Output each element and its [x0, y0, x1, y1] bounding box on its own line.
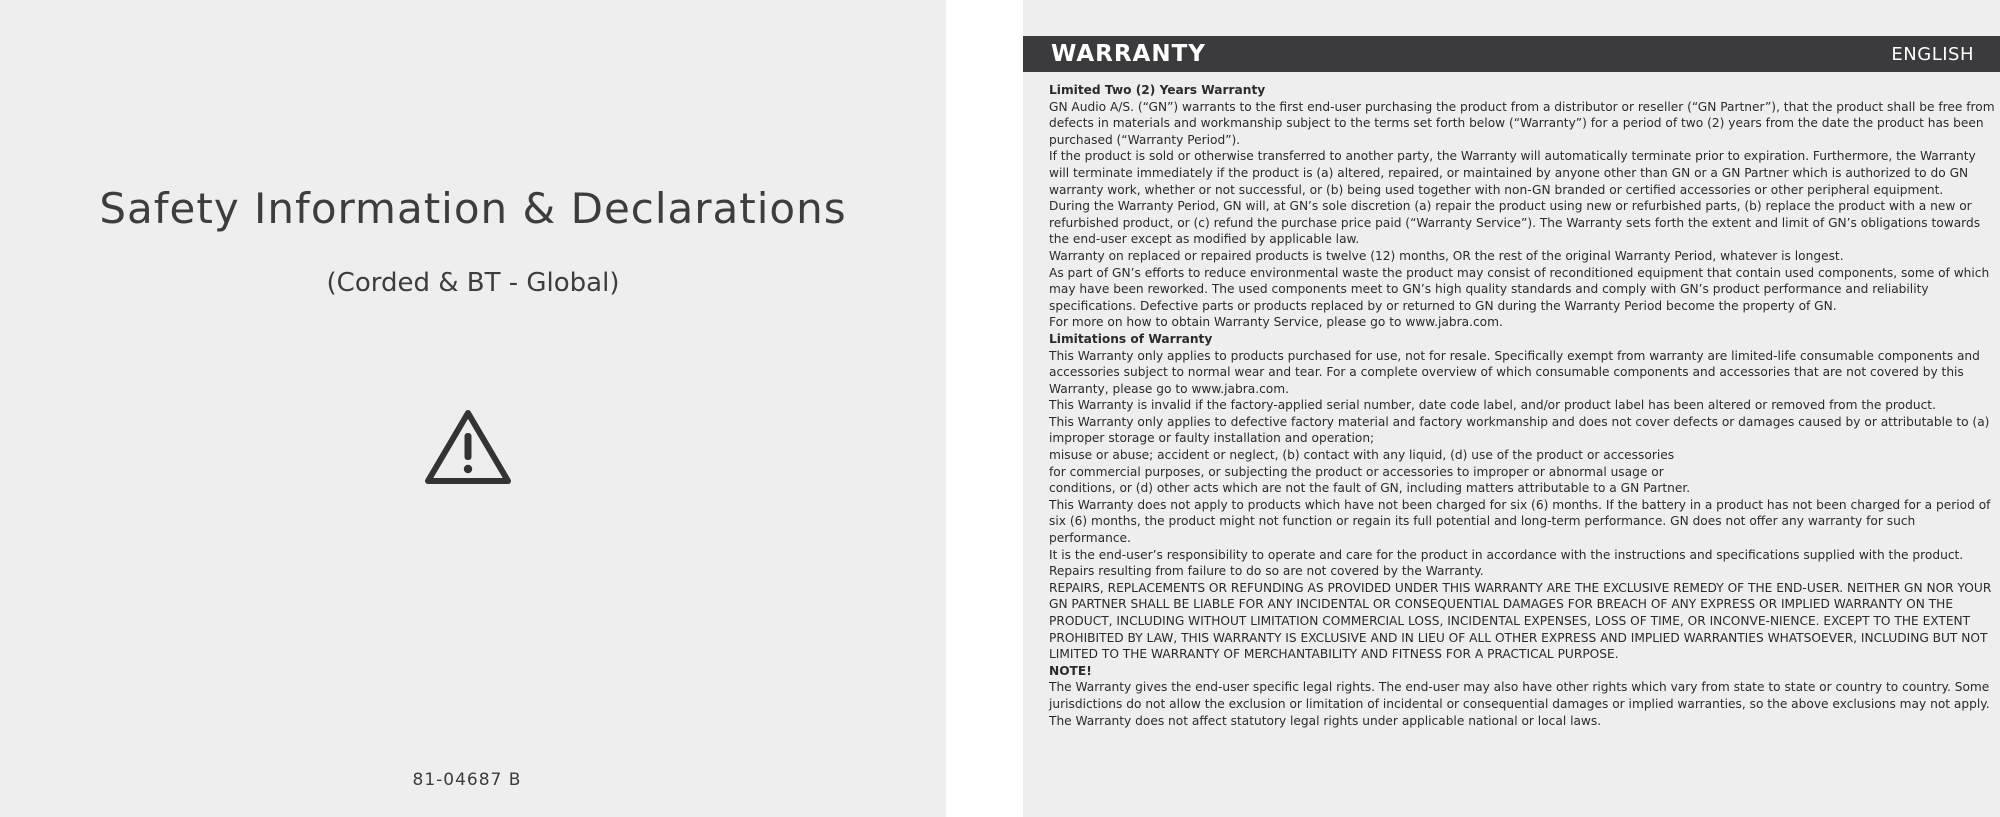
warranty-paragraph: Repairs resulting from failure to do so are not covered by the Warranty.: [1049, 564, 1484, 579]
warranty-paragraph: For more on how to obtain Warranty Service, please go to www.jabra.com.: [1049, 315, 1503, 330]
section-heading: Limited Two (2) Years Warranty: [1049, 83, 1266, 97]
warranty-paragraph: This Warranty does not apply to products which have not been charged for six (6) months. If the battery in a product has not been charged for a period of six (6) months, the product might not function or regain its full potential and long-term performance. GN does not offer any warranty for such performance.: [1049, 497, 1991, 546]
warranty-paragraph: As part of GN’s efforts to reduce environmental waste the product may consist of reconditioned equipment that contain used components, some of which may have been reworked. The used components meet to GN’s high quality standards and comply with GN’s product performance and reliability specifications. Defective parts or products replaced by or returned to GN during the Warranty Period become the property of GN.: [1049, 265, 1990, 313]
cover-subtitle: (Corded & BT - Global): [326, 268, 620, 298]
warranty-title: WARRANTY: [1051, 41, 1206, 67]
warranty-paragraph: GN Audio A/S. (“GN”) warrants to the first end-user purchasing the product from a distributor or reseller (“GN Partner”), that the product shall be free from defects in materials and workmanship subject to the terms set forth below (“Warranty”) for a period of two (2) years from the date the product has been purchased (“Warranty Period”).: [1049, 99, 1995, 147]
warranty-paragraph: for commercial purposes, or subjecting the product or accessories to improper or abnormal usage or: [1049, 464, 1664, 479]
warranty-paragraph: The Warranty gives the end-user specific legal rights. The end-user may also have other rights which vary from state to state or country to country. Some jurisdictions do not allow the exclusion or limitation of incidental or consequential damages or implied warranties, so the above exclusions may not apply. The Warranty does not affect statutory legal rights under applicable national or local laws.: [1049, 680, 1990, 728]
warranty-paragraph: conditions, or (d) other acts which are not the fault of GN, including matters attributable to a GN Partner.: [1049, 481, 1691, 496]
warranty-paragraph: It is the end-user’s responsibility to operate and care for the product in accordance with the instructions and specifications supplied with the product.: [1049, 547, 1964, 562]
language-label: ENGLISH: [1891, 43, 1974, 65]
warning-triangle-icon: [424, 408, 512, 486]
part-number: 81-04687 B: [412, 770, 522, 790]
right-page: [1023, 0, 2000, 817]
warranty-paragraph: If the product is sold or otherwise transferred to another party, the Warranty will automatically terminate prior to expiration. Furthermore, the Warranty will terminate immediately if the product is (a) altered, repaired, or maintained by anyone other than GN or a GN Partner which is authorized to do GN warranty work, whether or not successful, or (b) being used together with non-GN branded or certified accessories or other peripheral equipment.: [1049, 149, 1976, 197]
warranty-paragraph: This Warranty only applies to defective factory material and factory workmanship and does not cover defects or damages caused by or attributable to (a) improper storage or faulty installation and operation;: [1049, 414, 1990, 446]
section-heading: NOTE!: [1049, 663, 1092, 678]
warranty-paragraph: During the Warranty Period, GN will, at GN’s sole discretion (a) repair the product using new or refurbished parts, (b) replace the product with a new or refurbished product, or (c) refund the purchase price paid (“Warranty Service”). The Warranty sets forth the extent and limit of GN’s obligations towards the end-user except as modified by applicable law.: [1049, 199, 1981, 247]
warranty-header-bar: [1023, 36, 2000, 72]
warranty-paragraph: Warranty on replaced or repaired products is twelve (12) months, OR the rest of the original Warranty Period, whatever is longest.: [1049, 248, 1844, 263]
warranty-paragraph: misuse or abuse; accident or neglect, (b) contact with any liquid, (d) use of the product or accessories: [1049, 448, 1675, 463]
warranty-paragraph: REPAIRS, REPLACEMENTS OR REFUNDING AS PROVIDED UNDER THIS WARRANTY ARE THE EXCLUSIVE REMEDY OF THE END-USER. NEITHER GN NOR YOUR GN PARTNER SHALL BE LIABLE FOR ANY INCIDENTAL OR CONSEQUENTIAL DAMAGES FOR BREACH OF ANY EXPRESS OR IMPLIED WARRANTY ON THE PRODUCT, INCLUDING WITHOUT LIMITATION COMMERCIAL LOSS, INCIDENTAL EXPENSES, LOSS OF TIME, OR INCONVE-NIENCE. EXCEPT TO THE EXTENT PROHIBITED BY LAW, THIS WARRANTY IS EXCLUSIVE AND IN LIEU OF ALL OTHER EXPRESS AND IMPLIED WARRANTIES WHATSOEVER, INCLUDING BUT NOT LIMITED TO THE WARRANTY OF MERCHANTABILITY AND FITNESS FOR A PRACTICAL PURPOSE.: [1049, 580, 1992, 662]
warranty-paragraph: This Warranty only applies to products purchased for use, not for resale. Specifically exempt from warranty are limited-life consumable components and accessories subject to normal wear and tear. For a complete overview of which consumable components and accessories that are not covered by this Warranty, please go to www.jabra.com.: [1049, 348, 1980, 396]
warranty-paragraph: This Warranty is invalid if the factory-applied serial number, date code label, and/or product label has been altered or removed from the product.: [1049, 398, 1936, 413]
section-heading: Limitations of Warranty: [1049, 331, 1213, 346]
cover-title: Safety Information & Declarations: [99, 184, 847, 233]
warranty-text: [1049, 82, 1999, 729]
left-page: [0, 0, 946, 817]
